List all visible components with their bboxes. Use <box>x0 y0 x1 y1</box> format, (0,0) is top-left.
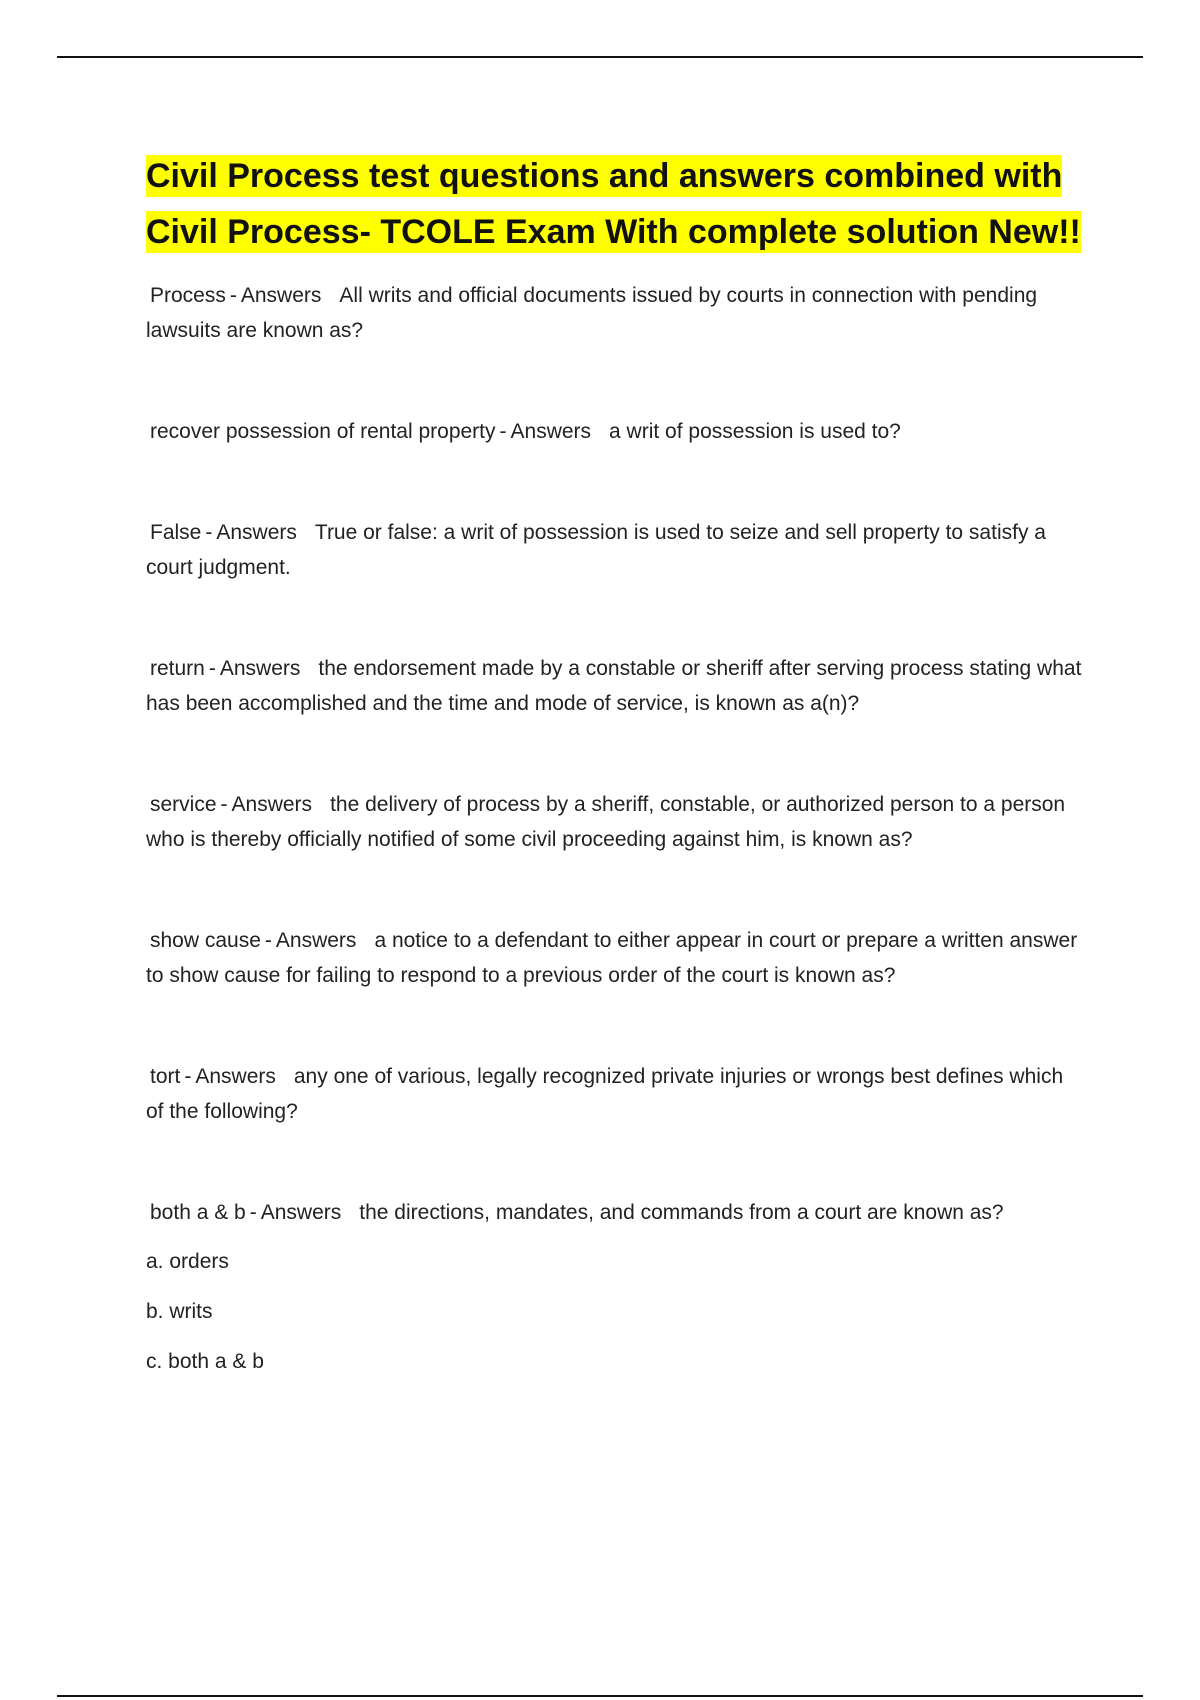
qa-separator: - <box>184 1065 192 1088</box>
qa-separator: - <box>220 793 228 816</box>
qa-answers-label: Answers <box>216 521 297 544</box>
qa-question: a writ of possession is used to? <box>609 420 901 443</box>
qa-item <box>146 278 1086 348</box>
qa-item <box>146 414 1086 449</box>
qa-term: service <box>150 793 217 816</box>
qa-term: both a & b <box>150 1201 246 1224</box>
qa-term: tort <box>150 1065 181 1088</box>
qa-term: False <box>150 521 202 544</box>
qa-item <box>146 1195 1086 1230</box>
qa-question: any one of various, legally recognized private injuries or wrongs best defines which of the following? <box>146 1065 1064 1123</box>
qa-term: recover possession of rental property <box>150 420 496 443</box>
qa-item <box>146 1059 1086 1129</box>
qa-answers-label: Answers <box>219 657 301 680</box>
qa-question: the directions, mandates, and commands from a court are known as? <box>359 1201 1004 1224</box>
qa-item <box>146 787 1086 857</box>
qa-separator: - <box>499 420 507 443</box>
answer-option: a. orders <box>146 1250 229 1273</box>
qa-question: All writs and official documents issued by courts in connection with pending lawsuits are known as? <box>146 284 1038 342</box>
footer-rule <box>57 1695 1143 1697</box>
qa-question: a notice to a defendant to either appear in court or prepare a written answer to show cause for failing to respond to a previous order of the court is known as? <box>146 929 1078 987</box>
qa-answers-label: Answers <box>231 793 313 816</box>
qa-question: True or false: a writ of possession is used to seize and sell property to satisfy a court judgment. <box>146 521 1046 579</box>
qa-answers-label: Answers <box>275 929 357 952</box>
qa-separator: - <box>208 657 216 680</box>
header-rule <box>57 56 1143 58</box>
answer-option: c. both a & b <box>146 1350 264 1373</box>
qa-answers-label: Answers <box>510 420 592 443</box>
qa-item <box>146 515 1086 585</box>
qa-separator: - <box>264 929 272 952</box>
qa-item <box>146 923 1086 993</box>
qa-question: the delivery of process by a sheriff, constable, or authorized person to a person who is thereby officially notified of some civil proceeding against him, is known as? <box>146 793 1066 851</box>
qa-question: the endorsement made by a constable or sheriff after serving process stating what has been accomplished and the time and mode of service, is known as a(n)? <box>146 657 1082 715</box>
qa-term: Process <box>150 284 226 307</box>
document-title: Civil Process test questions and answers combined with Civil Process- TCOLE Exam With complete solution New!! <box>146 157 1081 251</box>
qa-answers-label: Answers <box>260 1201 342 1224</box>
qa-term: return <box>150 657 205 680</box>
qa-term: show cause <box>150 929 261 952</box>
qa-answers-label: Answers <box>195 1065 276 1088</box>
qa-item <box>146 651 1086 721</box>
answer-option: b. writs <box>146 1300 213 1323</box>
qa-separator: - <box>249 1201 257 1224</box>
qa-separator: - <box>229 284 237 307</box>
document-body <box>146 148 1086 1394</box>
qa-answers-label: Answers <box>240 284 322 307</box>
qa-separator: - <box>205 521 213 544</box>
